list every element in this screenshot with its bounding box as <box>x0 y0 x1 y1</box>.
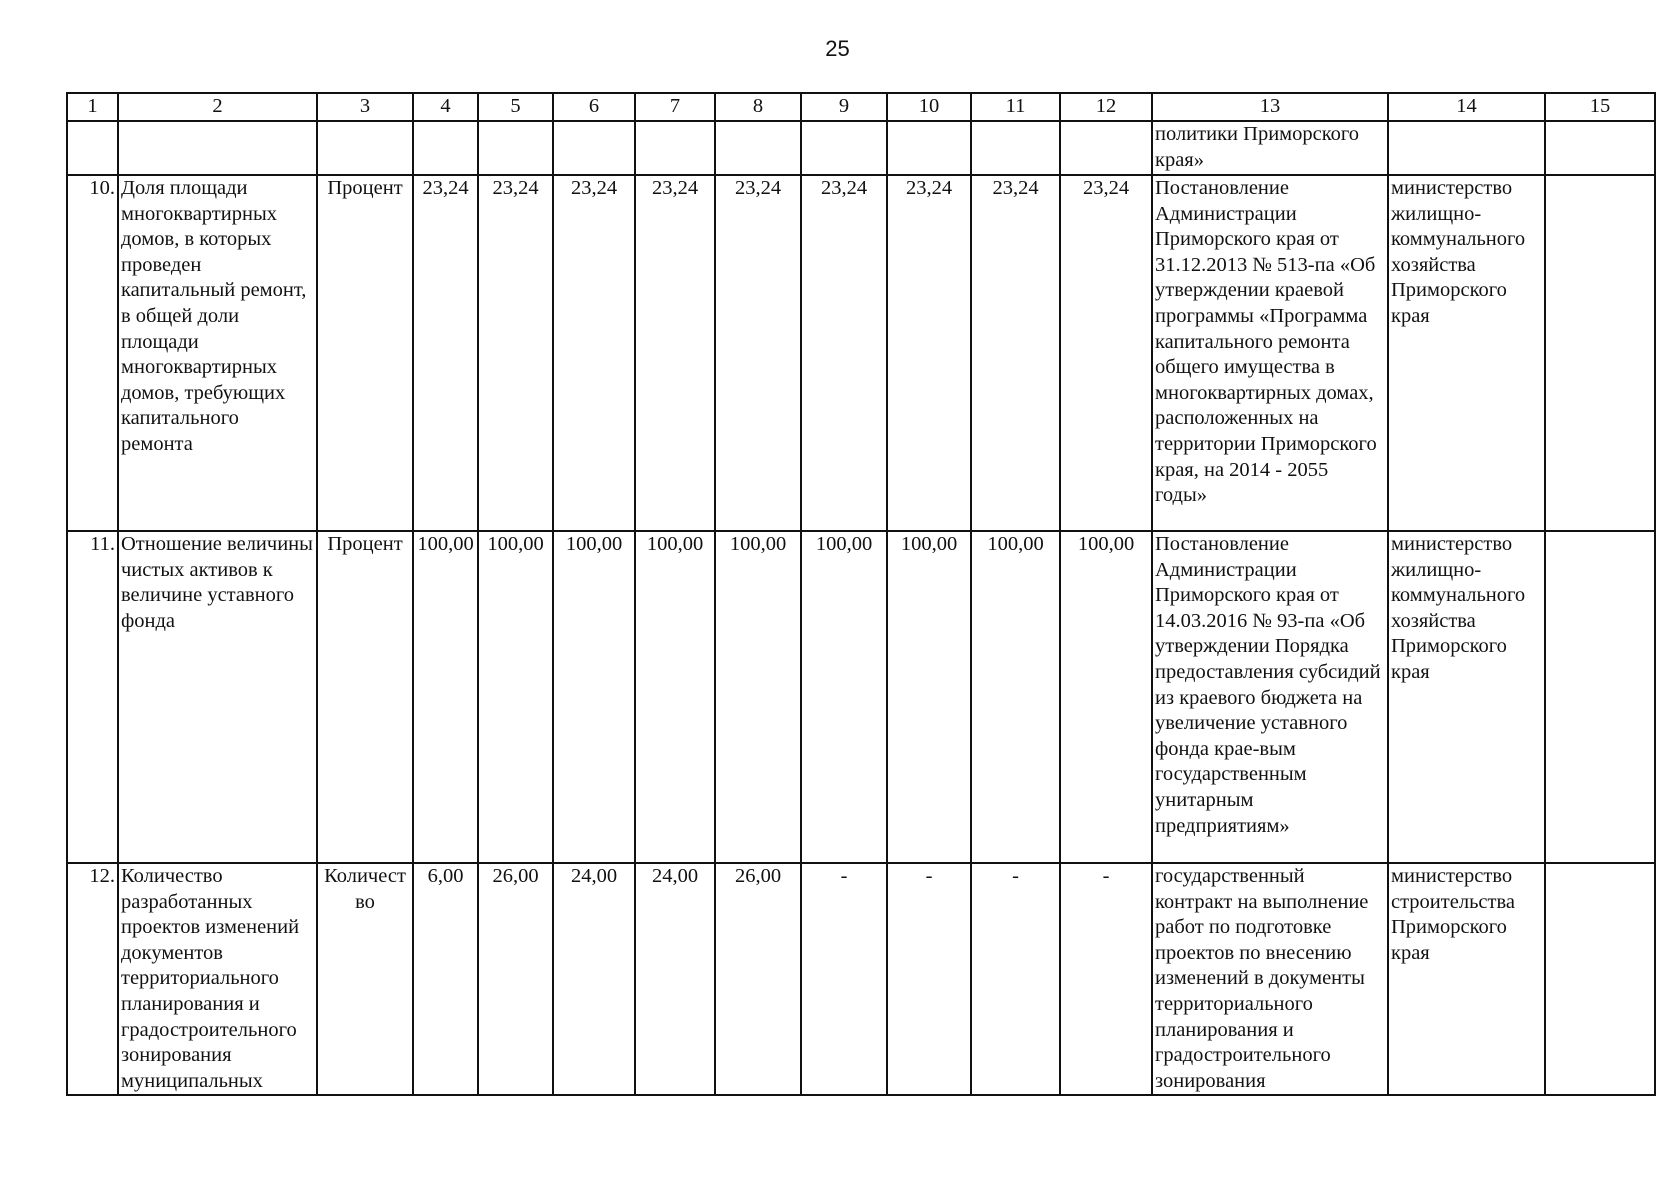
value-cell: 23,24 <box>887 175 971 531</box>
value-cell: 26,00 <box>478 863 553 1095</box>
empty-cell <box>801 121 887 175</box>
column-header: 1 <box>67 93 118 121</box>
unit-cell: Процент <box>317 175 413 531</box>
responsible-authority-cell: министерство жилищно-коммунального хозяйства Приморского края <box>1388 175 1545 531</box>
value-cell: - <box>1060 863 1152 1095</box>
row-number: 11. <box>67 531 118 863</box>
column-header: 6 <box>553 93 635 121</box>
column-header: 3 <box>317 93 413 121</box>
value-cell: 23,24 <box>715 175 801 531</box>
empty-cell <box>1545 863 1655 1095</box>
value-cell: 24,00 <box>553 863 635 1095</box>
value-cell: 100,00 <box>801 531 887 863</box>
value-cell: 100,00 <box>971 531 1060 863</box>
column-header: 11 <box>971 93 1060 121</box>
empty-cell <box>317 121 413 175</box>
responsible-authority-cell: министерство жилищно-коммунального хозяйства Приморского края <box>1388 531 1545 863</box>
value-cell: 24,00 <box>635 863 715 1095</box>
empty-cell <box>635 121 715 175</box>
responsible-authority-cell: министерство строительства Приморского края <box>1388 863 1545 1095</box>
value-cell: 100,00 <box>635 531 715 863</box>
source-document-cell: Постановление Администрации Приморского края от 14.03.2016 № 93-па «Об утверждении Порядка предоставления субсидий из краевого бюджета на увеличение уставного фонда крае-вым государственным унитарным предприятиям» <box>1152 531 1388 863</box>
column-header: 12 <box>1060 93 1152 121</box>
empty-cell <box>1388 121 1545 175</box>
value-cell: 23,24 <box>971 175 1060 531</box>
empty-cell <box>413 121 478 175</box>
column-header: 14 <box>1388 93 1545 121</box>
empty-cell <box>971 121 1060 175</box>
column-header: 5 <box>478 93 553 121</box>
empty-cell <box>1545 175 1655 531</box>
row-number: 10. <box>67 175 118 531</box>
indicator-name: Доля площади многоквартирных домов, в которых проведен капитальный ремонт, в общей доли площади многоквартирных домов, требующих капитального ремонта <box>118 175 317 531</box>
value-cell: 23,24 <box>553 175 635 531</box>
source-document-cell: политики Приморского края» <box>1152 121 1388 175</box>
value-cell: 100,00 <box>715 531 801 863</box>
value-cell: - <box>971 863 1060 1095</box>
indicators-table <box>66 92 1656 1096</box>
value-cell: - <box>887 863 971 1095</box>
column-header: 4 <box>413 93 478 121</box>
empty-cell <box>715 121 801 175</box>
table-row <box>67 531 1655 863</box>
value-cell: 23,24 <box>413 175 478 531</box>
table-row <box>67 863 1655 1095</box>
continuation-row <box>67 121 1655 175</box>
empty-cell <box>887 121 971 175</box>
empty-cell <box>478 121 553 175</box>
empty-cell <box>553 121 635 175</box>
value-cell: - <box>801 863 887 1095</box>
value-cell: 23,24 <box>478 175 553 531</box>
empty-cell <box>1545 531 1655 863</box>
column-header: 9 <box>801 93 887 121</box>
value-cell: 6,00 <box>413 863 478 1095</box>
value-cell: 100,00 <box>887 531 971 863</box>
value-cell: 100,00 <box>413 531 478 863</box>
column-header: 8 <box>715 93 801 121</box>
indicator-name: Количество разработанных проектов изменений документов территориального планирования и градостроительного зонирования муниципальных <box>118 863 317 1095</box>
value-cell: 100,00 <box>1060 531 1152 863</box>
column-header: 15 <box>1545 93 1655 121</box>
value-cell: 100,00 <box>553 531 635 863</box>
row-number: 12. <box>67 863 118 1095</box>
unit-cell: Количест во <box>317 863 413 1095</box>
column-header: 2 <box>118 93 317 121</box>
value-cell: 100,00 <box>478 531 553 863</box>
value-cell: 23,24 <box>1060 175 1152 531</box>
source-document-cell: государственный контракт на выполнение работ по подготовке проектов по внесению изменений в документы территориального планирования и градостроительного зонирования <box>1152 863 1388 1095</box>
empty-cell <box>118 121 317 175</box>
empty-cell <box>67 121 118 175</box>
page-number: 25 <box>825 36 850 61</box>
column-header: 10 <box>887 93 971 121</box>
value-cell: 23,24 <box>635 175 715 531</box>
value-cell: 26,00 <box>715 863 801 1095</box>
value-cell: 23,24 <box>801 175 887 531</box>
unit-cell: Процент <box>317 531 413 863</box>
empty-cell <box>1545 121 1655 175</box>
column-header: 13 <box>1152 93 1388 121</box>
indicator-name: Отношение величины чистых активов к величине уставного фонда <box>118 531 317 863</box>
empty-cell <box>1060 121 1152 175</box>
column-header: 7 <box>635 93 715 121</box>
table-row <box>67 175 1655 531</box>
column-number-row <box>67 93 1655 121</box>
source-document-cell: Постановление Администрации Приморского края от 31.12.2013 № 513-па «Об утверждении краевой программы «Программа капитального ремонта общего имущества в многоквартирных домах, расположенных на территории Приморского края, на 2014 - 2055 годы» <box>1152 175 1388 531</box>
